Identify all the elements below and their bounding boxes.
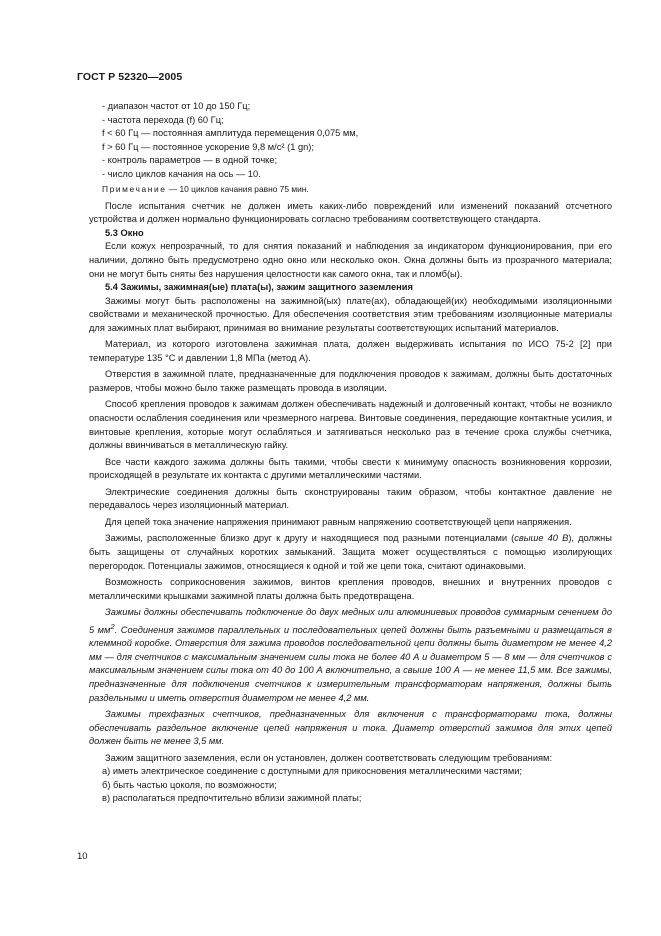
list-item: f > 60 Гц — постоянное ускорение 9,8 м/с² (1 gn);: [102, 141, 314, 152]
paragraph: Зажим защитного заземления, если он установлен, должен соответствовать следующим требованиям:: [105, 752, 553, 763]
paragraph: Способ крепления проводов к зажимам должен обеспечивать надежный и долговечный контакт, чтобы не возникло опасности ослабления соединения или чрезмерного нагрева. Винтовые соединения, передающие контактные усилия, и винтовые крепления, которые могут ослабляться и затягиваться несколько раз в течение срока службы счетчика, должны ввинчиваться в металлическую гайку.: [89, 399, 612, 451]
paragraph: Материал, из которого изготовлена зажимная плата, должен выдерживать испытания по ИСО 75-2 [2] при температуре 135 °С и давлении 1,8 МПа (метод А).: [89, 339, 612, 363]
section-heading: 5.4 Зажимы, зажимная(ые) плата(ы), зажим защитного заземления: [105, 282, 413, 293]
paragraph-italic: Зажимы трехфазных счетчиков, предназначенных для включения с трансформаторами тока, должны обеспечивать раздельное включение цепей напряжения и тока. Диаметр отверстий зажимов для этих цепей должен быть не менее 3,5 мм.: [89, 709, 612, 747]
list-item: а) иметь электрическое соединение с доступными для прикосновения металлическими частями;: [102, 766, 523, 777]
note-text: — 10 циклов качания равно 75 мин.: [166, 184, 309, 195]
paragraph: Возможность соприкосновения зажимов, винтов крепления проводов, внешних и внутренних проводов с металлическими крышками зажимной платы должна быть предотвращена.: [89, 577, 612, 601]
section-heading: 5.3 Окно: [105, 227, 144, 238]
text-run-italic: свыше 40 В: [514, 533, 569, 544]
text-run: Зажимы должны обеспечивать подключение до двух медных или алюминиевых проводов суммарным сечением до 5 мм: [89, 607, 612, 635]
list-item: - число циклов качания на ось — 10.: [102, 168, 261, 179]
paragraph: [89, 532, 612, 573]
list-item: б) быть частью цоколя, по возможности;: [102, 779, 277, 790]
paragraph: Отверстия в зажимной плате, предназначенные для подключения проводов к зажимам, должны быть достаточных размеров, чтобы можно было также размещать провода в изоляции.: [89, 369, 612, 393]
note-label: Примечание: [102, 184, 167, 195]
list-item: в) располагаться предпочтительно вблизи зажимной платы;: [102, 793, 362, 804]
note: [89, 183, 612, 197]
paragraph: Все части каждого зажима должны быть такими, чтобы свести к минимуму опасность возникновения коррозии, происходящей в результате их контакта с другими металлическими частями.: [89, 456, 612, 481]
list-item: - диапазон частот от 10 до 150 Гц;: [102, 101, 251, 111]
text-run: . Соединения зажимов параллельных и последовательных цепей должны быть разъемными и размещаться в клеммной коробке. Отверстия для зажима проводов последовательной цепи должны быть диаметром не менее 4,2 мм — для счетчиков с максимальным значением силы тока не более 40 А и диаметром 5 — 8 мм — для счетчиков с максимальным значением силы тока от 40 до 100 А включительно, а свыше 100 А — не менее 11,5 мм. Все зажимы, предназначенные для подключения счетчиков к измерительным трансформаторам напряжения, должны быть раздельными и иметь отверстия диаметром не менее 4,2 мм.: [89, 624, 612, 703]
superscript: 2: [110, 621, 115, 631]
paragraph: Если кожух непрозрачный, то для снятия показаний и наблюдения за индикатором функционирования, при его наличии, должно быть предусмотрено одно окно или несколько окон. Окна должны быть из прозрачного материала; они не могут быть сняты без нарушения целостности как самого окна, так и пломб(ы).: [89, 241, 612, 279]
text-run: ), должны быть защищены от случайных коротких замыканий. Защита может осуществляться с помощью изолирующих перегородок. Потенциалы зажимов, относящиеся к одной и той же цепи тока, считают одинаковыми.: [89, 533, 612, 571]
paragraph-italic: [89, 606, 612, 705]
document-header: ГОСТ Р 52320—2005: [77, 71, 183, 83]
paragraph: Электрические соединения должны быть сконструированы таким образом, чтобы контактное давление не передавалось через изоляционный материал.: [89, 486, 612, 511]
list-item: f < 60 Гц — постоянная амплитуда перемещения 0,075 мм,: [102, 128, 359, 139]
list-item: - частота перехода (f) 60 Гц;: [102, 114, 224, 125]
paragraph: Для цепей тока значение напряжения принимают равным напряжению соответствующей цепи напряжения.: [105, 516, 572, 527]
list-item: - контроль параметров — в одной точке;: [102, 155, 278, 166]
paragraph: После испытания счетчик не должен иметь каких-либо повреждений или изменений показаний отсчетного устройства и должен нормально функционировать согласно требованиям соответствующего стандарта.: [89, 200, 612, 225]
page-content: [89, 100, 612, 806]
page-number: 10: [77, 851, 88, 862]
text-run: Зажимы, расположенные близко друг к другу и находящиеся под разными потенциалами (: [105, 533, 515, 544]
paragraph: Зажимы могут быть расположены на зажимной(ых) плате(ах), обладающей(их) необходимыми изоляционными свойствами и механической прочностью. Для обеспечения соответствия этим требованиям изоляционные материалы для зажимных плат выбирают, принимая во внимание результаты соответствующих испытаний материалов.: [89, 295, 612, 333]
